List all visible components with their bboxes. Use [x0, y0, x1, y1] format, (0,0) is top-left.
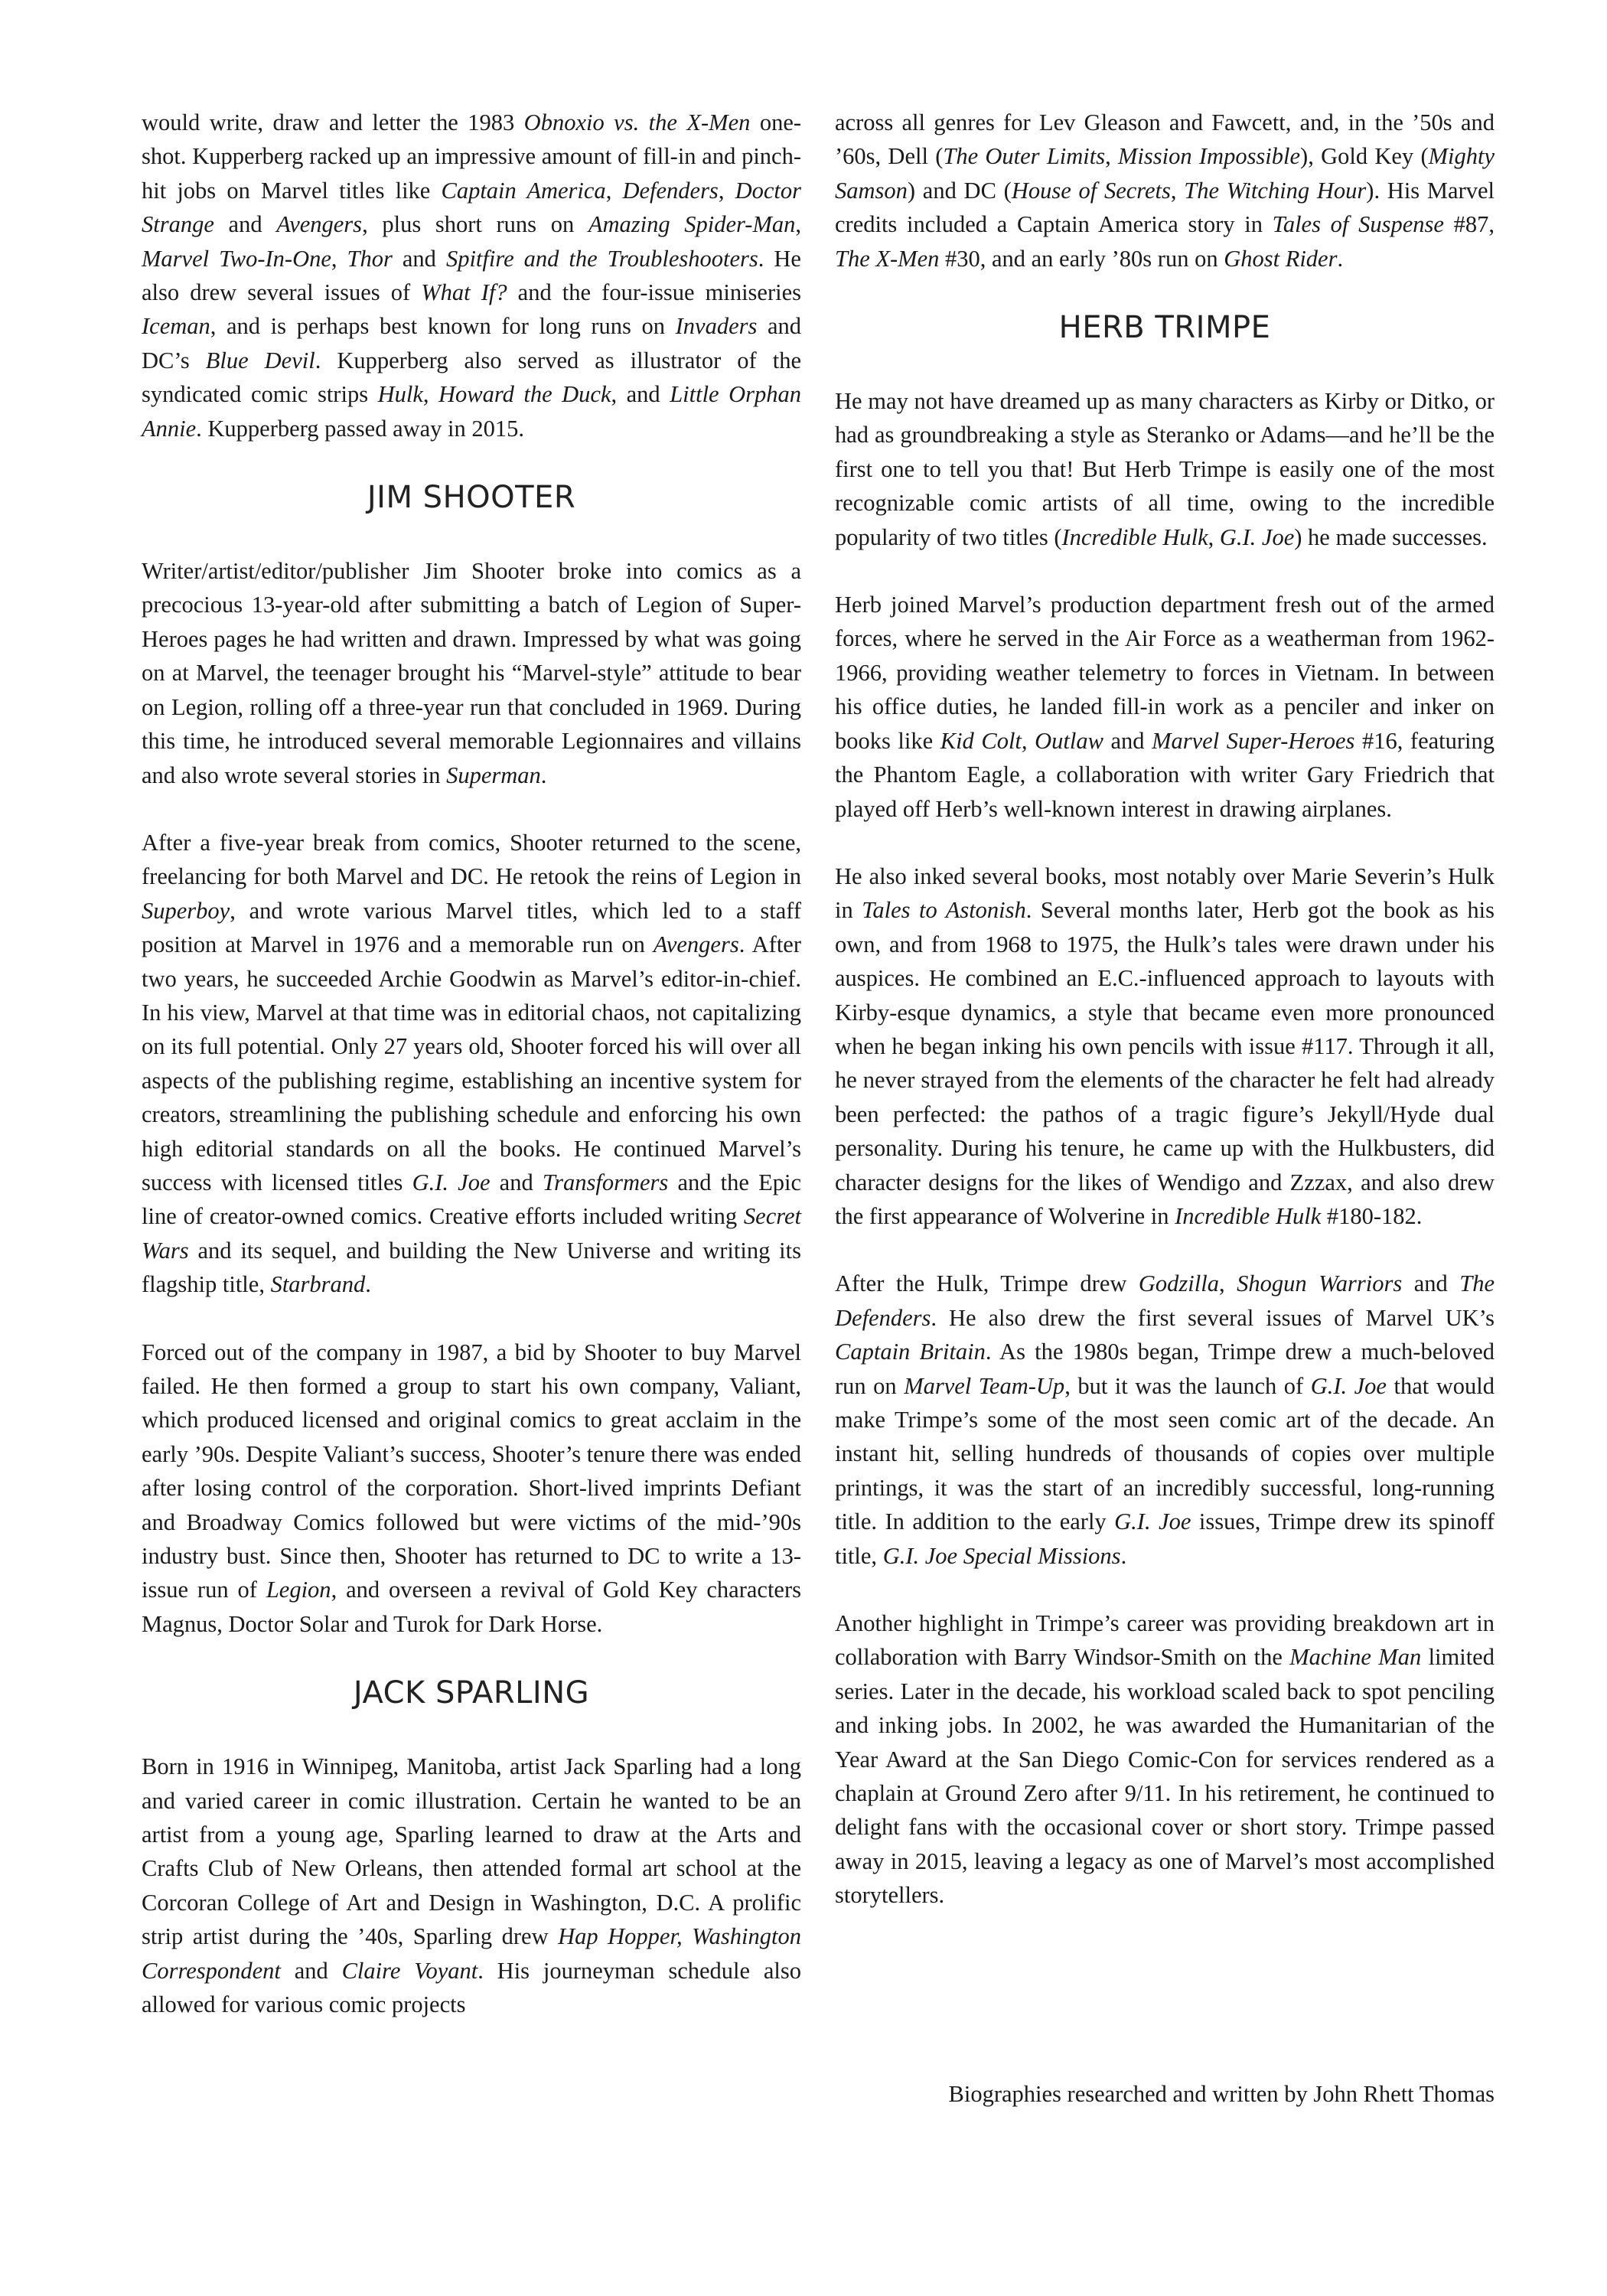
italic-title: Machine Man — [1289, 1644, 1422, 1671]
italic-title: Shogun Warriors — [1237, 1270, 1403, 1297]
italic-title: Avengers — [276, 211, 363, 238]
kupperberg-bio-ending: would write, draw and letter the 1983 Obnoxio vs. the X-Men one-shot. Kupperberg racked up an impressive amount of fill-in and pinch-hit jobs on Marvel titles like Captain America, Defenders, Doctor Strange and Avengers, plus short runs on Amazing Spider-Man, Marvel Two-In-One, Thor and Spitfire and the Troubleshooters. He also drew several issues of What If? and the four-issue miniseries Iceman, and is perhaps best known for long runs on Invaders and DC’s Blue Devil. Kupperberg also served as illustrator of the syndicated comic strips Hulk, Howard the Duck, and Little Orphan Annie. Kupperberg passed away in 2015. — [142, 109, 802, 442]
italic-title: Doctor Strange — [142, 177, 801, 238]
italic-title: Transformers — [542, 1169, 669, 1195]
italic-title: Superman — [446, 762, 541, 788]
italic-title: Obnoxio vs. the X-Men — [523, 109, 751, 135]
italic-title: The X-Men — [835, 245, 940, 272]
italic-title: The Outer Limits — [943, 143, 1106, 170]
italic-title: Howard the Duck — [438, 381, 611, 408]
italic-title: Little Orphan Annie — [142, 381, 802, 442]
herb-trimpe-paragraph-2: Herb joined Marvel’s production department fresh out of the armed forces, where he served in the Air Force as a weatherman from 1962-1966, providing weather telemetry to forces in Vietnam. In between his office duties, he landed fill-in work as a penciler and inker on books like Kid Colt, Outlaw and Marvel Super-Heroes #16, featuring the Phantom Eagle, a collaboration with writer Gary Friedrich that played off Herb’s well-known interest in drawing airplanes. — [835, 592, 1495, 822]
italic-title: Iceman — [142, 313, 210, 340]
italic-title: Marvel Super-Heroes — [1152, 727, 1355, 754]
italic-title: Starbrand — [270, 1271, 366, 1298]
italic-title: Godzilla — [1138, 1270, 1219, 1297]
herb-trimpe-paragraph-5: Another highlight in Trimpe’s career was providing breakdown art in collaboration with Barry Windsor-Smith on the Machine Man limited series. Later in the decade, his workload scaled back to spot penciling and inking jobs. In 2002, he was awarded the Humanitarian of the Year Award at the San Diego Comic-Con for services rendered as a chaplain at Ground Zero after 9/11. In his retirement, he continued to delight fans with the occasional cover or short story. Trimpe passed away in 2015, leaving a legacy as one of Marvel’s most accomplished storytellers. — [835, 1610, 1495, 1909]
herb-trimpe-heading: HERB TRIMPE — [1058, 310, 1271, 346]
italic-title: House of Secrets — [1011, 177, 1171, 204]
jim-shooter-paragraph-2: After a five-year break from comics, Shooter returned to the scene, freelancing for both Marvel and DC. He retook the reins of Legion in Superboy, and wrote various Marvel titles, which led to a staff position at Marvel in 1976 and a memorable run on Avengers. After two years, he succeeded Archie Goodwin as Marvel’s editor-in-chief. In his view, Marvel at that time was in editorial chaos, not capitalizing on its full potential. Only 27 years old, Shooter forced his will over all aspects of the publishing regime, establishing an incentive system for creators, streamlining the publishing schedule and enforcing his own high editorial standards on all the books. He continued Marvel’s success with licensed titles G.I. Joe and Transformers and the Epic line of creator-owned comics. Creative efforts included writing Secret Wars and its sequel, and building the New Universe and writing its flagship title, Starbrand. — [142, 829, 801, 1298]
italic-title: Tales of Suspense — [1272, 211, 1444, 238]
jack-sparling-paragraph-1: Born in 1916 in Winnipeg, Manitoba, artist Jack Sparling had a long and varied career in comic illustration. Certain he wanted to be an artist from a young age, Sparling learned to draw at the Arts and Crafts Club of New Orleans, then attended formal art school at the Corcoran College of Art and Design in Washington, D.C. A prolific strip artist during the ’40s, Sparling drew Hap Hopper, Washington Correspondent and Claire Voyant. His journeyman schedule also allowed for various comic projects — [142, 1753, 802, 2018]
italic-title: Captain Britain — [835, 1339, 986, 1365]
italic-title: Avengers — [653, 931, 739, 958]
jack-sparling-heading: JACK SPARLING — [353, 1675, 590, 1711]
italic-title: Hap Hopper, Washington Correspondent — [142, 1923, 801, 1984]
jim-shooter-heading: JIM SHOOTER — [367, 480, 576, 516]
italic-title: The Witching Hour — [1184, 177, 1367, 204]
italic-title: Marvel Two-In-One — [142, 245, 331, 272]
jim-shooter-paragraph-3: Forced out of the company in 1987, a bid by Shooter to buy Marvel failed. He then formed a group to start his own company, Valiant, which produced licensed and original comics to great acclaim in the early ’90s. Despite Valiant’s success, Shooter’s tenure there was ended after losing control of the corporation. Short-lived imprints Defiant and Broadway Comics followed but were victims of the mid-’90s industry bust. Since then, Shooter has returned to DC to write a 13-issue run of Legion, and overseen a revival of Gold Key characters Magnus, Doctor Solar and Turok for Dark Horse. — [142, 1339, 801, 1637]
herb-trimpe-paragraph-3: He also inked several books, most notably over Marie Severin’s Hulk in Tales to Astonish. Several months later, Herb got the book as his own, and from 1968 to 1975, the Hulk’s tales were drawn under his auspices. He combined an E.C.-influenced approach to layouts with Kirby-esque dynamics, a style that became even more pronounced when he began inking his own pencils with issue #117. Through it all, he never strayed from the elements of the character he felt had already been perfected: the pathos of a tragic figure’s Jekyll/Hyde dual personality. During his tenure, he came up with the Hulkbusters, did character designs for the likes of Wendigo and Zzzax, and also drew the first appearance of Wolverine in Incredible Hulk #180-182. — [835, 863, 1495, 1229]
italic-title: Amazing Spider-Man — [588, 211, 796, 238]
italic-title: Superboy — [142, 897, 230, 924]
italic-title: Legion — [266, 1577, 331, 1603]
italic-title: Incredible Hulk — [1061, 523, 1208, 550]
left-column — [142, 106, 801, 2022]
italic-title: G.I. Joe — [412, 1169, 491, 1195]
herb-trimpe-paragraph-1: He may not have dreamed up as many characters as Kirby or Ditko, or had as groundbreaking a style as Steranko or Adams—and he’ll be the first one to tell you that! But Herb Trimpe is easily one of the most recognizable comic artists of all time, owing to the incredible popularity of two titles (Incredible Hulk, G.I. Joe) he made successes. — [835, 388, 1495, 550]
italic-title: Claire Voyant — [341, 1957, 478, 1984]
italic-title: G.I. Joe Special Missions — [882, 1542, 1121, 1569]
jim-shooter-paragraph-1: Writer/artist/editor/publisher Jim Shooter broke into comics as a precocious 13-year-old after submitting a batch of Legion of Super-Heroes pages he had written and drawn. Impressed by what was going on at Marvel, the teenager brought his “Marvel-style” attitude to bear on Legion, rolling off a three-year run that concluded in 1969. During this time, he introduced several memorable Legionnaires and villains and also wrote several stories in Superman. — [142, 558, 801, 788]
author-credit: Biographies researched and written by John Rhett Thomas — [948, 2081, 1495, 2107]
italic-title: Marvel Team-Up — [904, 1372, 1065, 1399]
jack-sparling-continuation: across all genres for Lev Gleason and Fawcett, and, in the ’50s and ’60s, Dell (The Outer Limits, Mission Impossible), Gold Key (Mighty Samson) and DC (House of Secrets, The Witching Hour). His Marvel credits included a Captain America story in Tales of Suspense #87, The X-Men #30, and an early ’80s run on Ghost Rider. — [835, 109, 1495, 272]
italic-title: Thor — [347, 245, 393, 272]
italic-title: Invaders — [675, 313, 758, 340]
italic-title: G.I. Joe — [1114, 1508, 1191, 1535]
italic-title: Captain America — [441, 177, 606, 204]
italic-title: Defenders — [622, 177, 719, 204]
italic-title: Secret Wars — [142, 1203, 801, 1264]
italic-title: Hulk — [377, 381, 423, 408]
italic-title: Mighty Samson — [835, 143, 1495, 204]
right-column — [835, 106, 1495, 1913]
italic-title: G.I. Joe — [1219, 523, 1295, 550]
italic-title: Blue Devil — [205, 347, 315, 373]
italic-title: What If? — [421, 279, 507, 306]
italic-title: Incredible Hulk — [1175, 1202, 1322, 1229]
italic-title: Ghost Rider — [1224, 245, 1338, 272]
italic-title: Mission Impossible — [1118, 143, 1301, 170]
italic-title: The Defenders — [835, 1270, 1495, 1331]
italic-title: G.I. Joe — [1310, 1372, 1387, 1399]
italic-title: Kid Colt, Outlaw — [940, 727, 1103, 754]
italic-title: Tales to Astonish — [862, 897, 1026, 924]
italic-title: Spitfire and the Troubleshooters — [445, 245, 758, 272]
herb-trimpe-paragraph-4: After the Hulk, Trimpe drew Godzilla, Shogun Warriors and The Defenders. He also drew the first several issues of Marvel UK’s Captain Britain. As the 1980s began, Trimpe drew a much-beloved run on Marvel Team-Up, but it was the launch of G.I. Joe that would make Trimpe’s some of the most seen comic art of the decade. An instant hit, selling hundreds of thousands of copies over multiple printings, it was the start of an incredibly successful, long-running title. In addition to the early G.I. Joe issues, Trimpe drew its spinoff title, G.I. Joe Special Missions. — [835, 1270, 1495, 1569]
